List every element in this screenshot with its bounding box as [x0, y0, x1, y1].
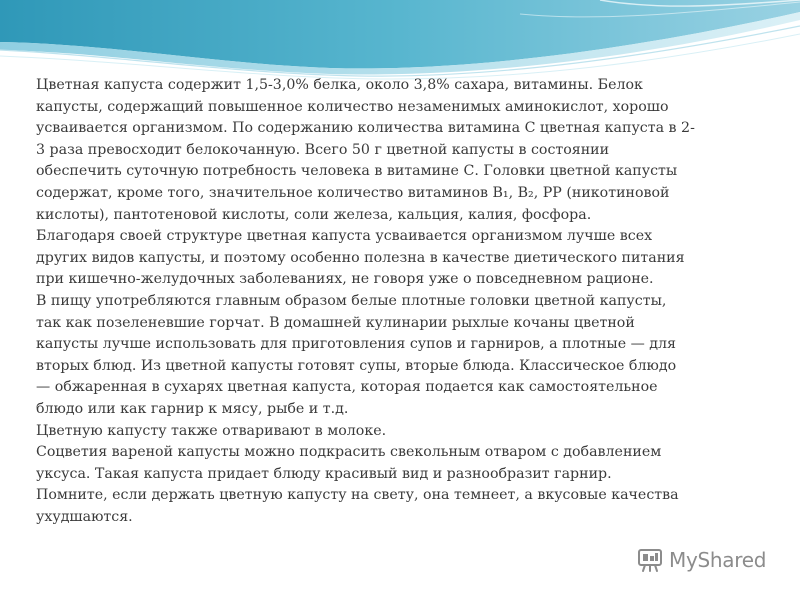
- text-line: В пищу употребляются главным образом белые плотные головки цветной капусты,: [36, 292, 667, 309]
- text-line: вторых блюд. Из цветной капусты готовят супы, вторые блюда. Классическое блюдо: [36, 357, 677, 374]
- text-line: так как позеленевшие горчат. В домашней кулинарии рыхлые кочаны цветной: [36, 314, 635, 331]
- text-line: Помните, если держать цветную капусту на свету, она темнеет, а вкусовые качества: [36, 487, 679, 504]
- text-line: других видов капусты, и поэтому особенно полезна в качестве диетического питания: [36, 249, 685, 266]
- text-line: капусты лучше использовать для приготовления супов и гарниров, а плотные — для: [36, 336, 676, 353]
- wave-header-decoration: [0, 0, 800, 80]
- watermark-label: MyShared: [669, 548, 767, 572]
- text-line: Благодаря своей структуре цветная капуста усваивается организмом лучше всех: [36, 228, 653, 245]
- text-line: капусты, содержащий повышенное количество незаменимых аминокислот, хорошо: [36, 98, 669, 115]
- text-line: — обжаренная в сухарях цветная капуста, которая подается как самостоятельное: [36, 379, 658, 396]
- text-line: Цветная капуста содержит 1,5-3,0% белка, около 3,8% сахара, витамины. Белок: [36, 77, 643, 93]
- text-line: Цветную капусту также отваривают в молоке.: [36, 422, 387, 439]
- text-line: при кишечно-желудочных заболеваниях, не говоря уже о повседневном рационе.: [36, 271, 654, 288]
- text-line: кислоты), пантотеновой кислоты, соли железа, кальция, калия, фосфора.: [36, 206, 592, 223]
- text-line: обеспечить суточную потребность человека в витамине С. Головки цветной капусты: [36, 163, 678, 180]
- text-line: 3 раза превосходит белокочанную. Всего 50 г цветной капусты в состоянии: [36, 141, 610, 158]
- myshared-logo-icon: [636, 546, 664, 574]
- text-line: содержат, кроме того, значительное количество витаминов B₁, B₂, PP (никотиновой: [36, 184, 670, 201]
- text-line: усваивается организмом. По содержанию количества витамина С цветная капуста в 2-: [36, 120, 695, 137]
- article-body: [36, 75, 736, 528]
- text-line: уксуса. Такая капуста придает блюду красивый вид и разнообразит гарнир.: [36, 465, 612, 482]
- text-line: блюдо или как гарнир к мясу, рыбе и т.д.: [36, 400, 349, 417]
- text-line: Соцветия вареной капусты можно подкрасить свекольным отваром с добавлением: [36, 444, 662, 461]
- myshared-watermark[interactable]: [636, 546, 766, 574]
- text-line: ухудшаются.: [36, 508, 133, 525]
